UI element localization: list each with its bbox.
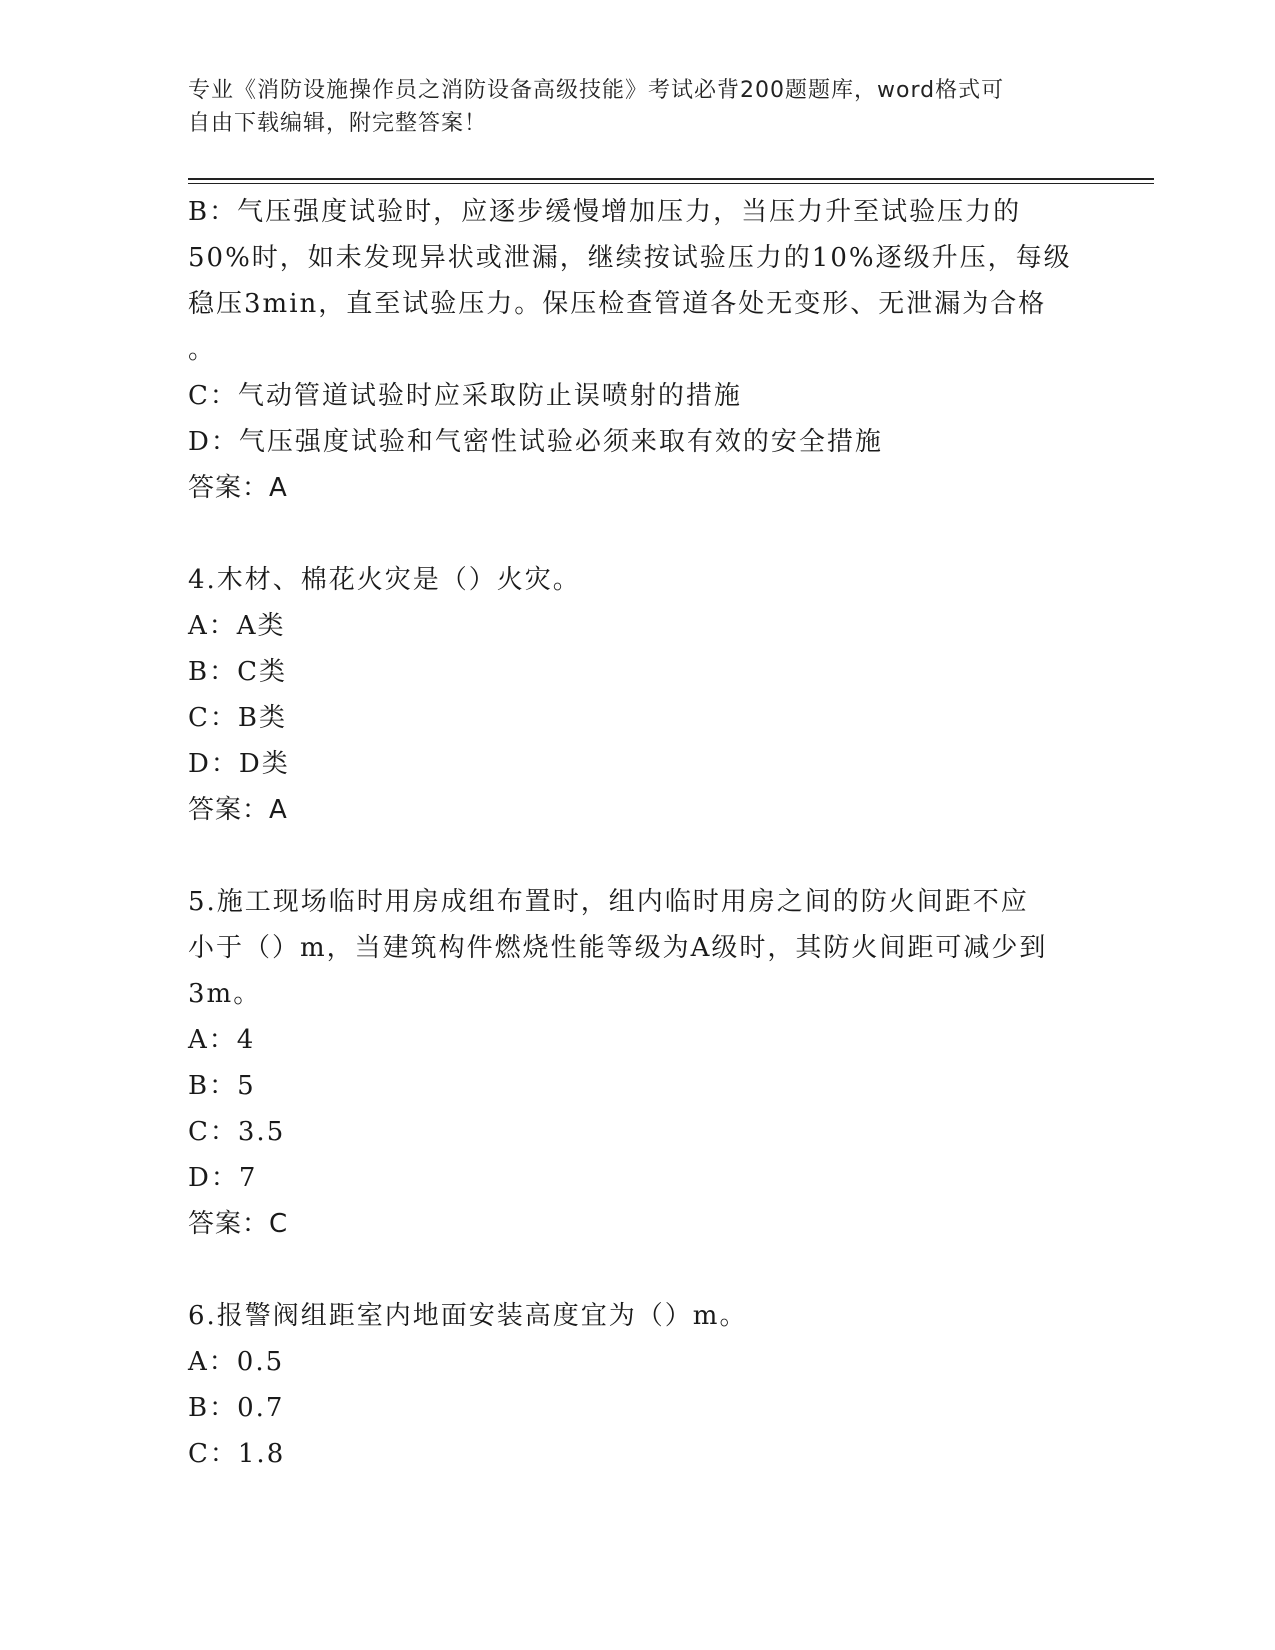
spacer: [188, 511, 1088, 557]
question-4: [188, 557, 1088, 833]
q5-option-d: D：7: [188, 1163, 258, 1193]
q6-option-c: C：1.8: [188, 1439, 286, 1469]
q3-option-d: D：气压强度试验和气密性试验必须来取有效的安全措施: [188, 427, 883, 457]
q3-option-c: C：气动管道试验时应采取防止误喷射的措施: [188, 381, 742, 411]
q3-option-b-line-3: 稳压3min，直至试验压力。保压检查管道各处无变形、无泄漏为合格: [188, 289, 1047, 319]
q6-option-a: A：0.5: [188, 1347, 285, 1377]
q5-question-line-2: 小于（）m，当建筑构件燃烧性能等级为A级时，其防火间距可减少到: [188, 933, 1048, 963]
q6-option-b: B：0.7: [188, 1393, 285, 1423]
q5-answer: 答案：C: [188, 1209, 289, 1239]
question-5: [188, 879, 1088, 1247]
header-title-line-1: 专业《消防设施操作员之消防设备高级技能》考试必背200题题库，word格式可: [188, 78, 1005, 103]
q3-option-b-line-4: 。: [188, 335, 217, 365]
q3-option-b-line-2: 50%时，如未发现异状或泄漏，继续按试验压力的10%逐级升压，每级: [188, 243, 1072, 273]
q4-option-b: B：C类: [188, 657, 288, 687]
q5-question-line-1: 5.施工现场临时用房成组布置时，组内临时用房之间的防火间距不应: [188, 887, 1029, 917]
q3-option-b-line-1: B：气压强度试验时，应逐步缓慢增加压力，当压力升至试验压力的: [188, 197, 1022, 227]
q4-answer: 答案：A: [188, 795, 288, 825]
spacer: [188, 833, 1088, 879]
q4-question: 4.木材、棉花火灾是（）火灾。: [188, 565, 581, 595]
q5-question-line-3: 3m。: [188, 979, 262, 1009]
q5-option-c: C：3.5: [188, 1117, 286, 1147]
q4-option-c: C：B类: [188, 703, 288, 733]
document-header: [188, 74, 1068, 140]
q3-answer: 答案：A: [188, 473, 288, 503]
q4-option-d: D：D类: [188, 749, 290, 779]
header-divider-thick: [188, 178, 1154, 180]
q4-option-a: A：A类: [188, 611, 286, 641]
question-3-continued: [188, 189, 1088, 511]
q5-option-a: A：4: [188, 1025, 256, 1055]
q6-question: 6.报警阀组距室内地面安装高度宜为（）m。: [188, 1301, 748, 1331]
question-6: [188, 1293, 1088, 1477]
header-title-line-2: 自由下载编辑，附完整答案！: [188, 111, 488, 136]
q5-option-b: B：5: [188, 1071, 256, 1101]
spacer: [188, 1247, 1088, 1293]
header-divider-thin: [188, 183, 1154, 184]
document-body: [188, 189, 1088, 1477]
